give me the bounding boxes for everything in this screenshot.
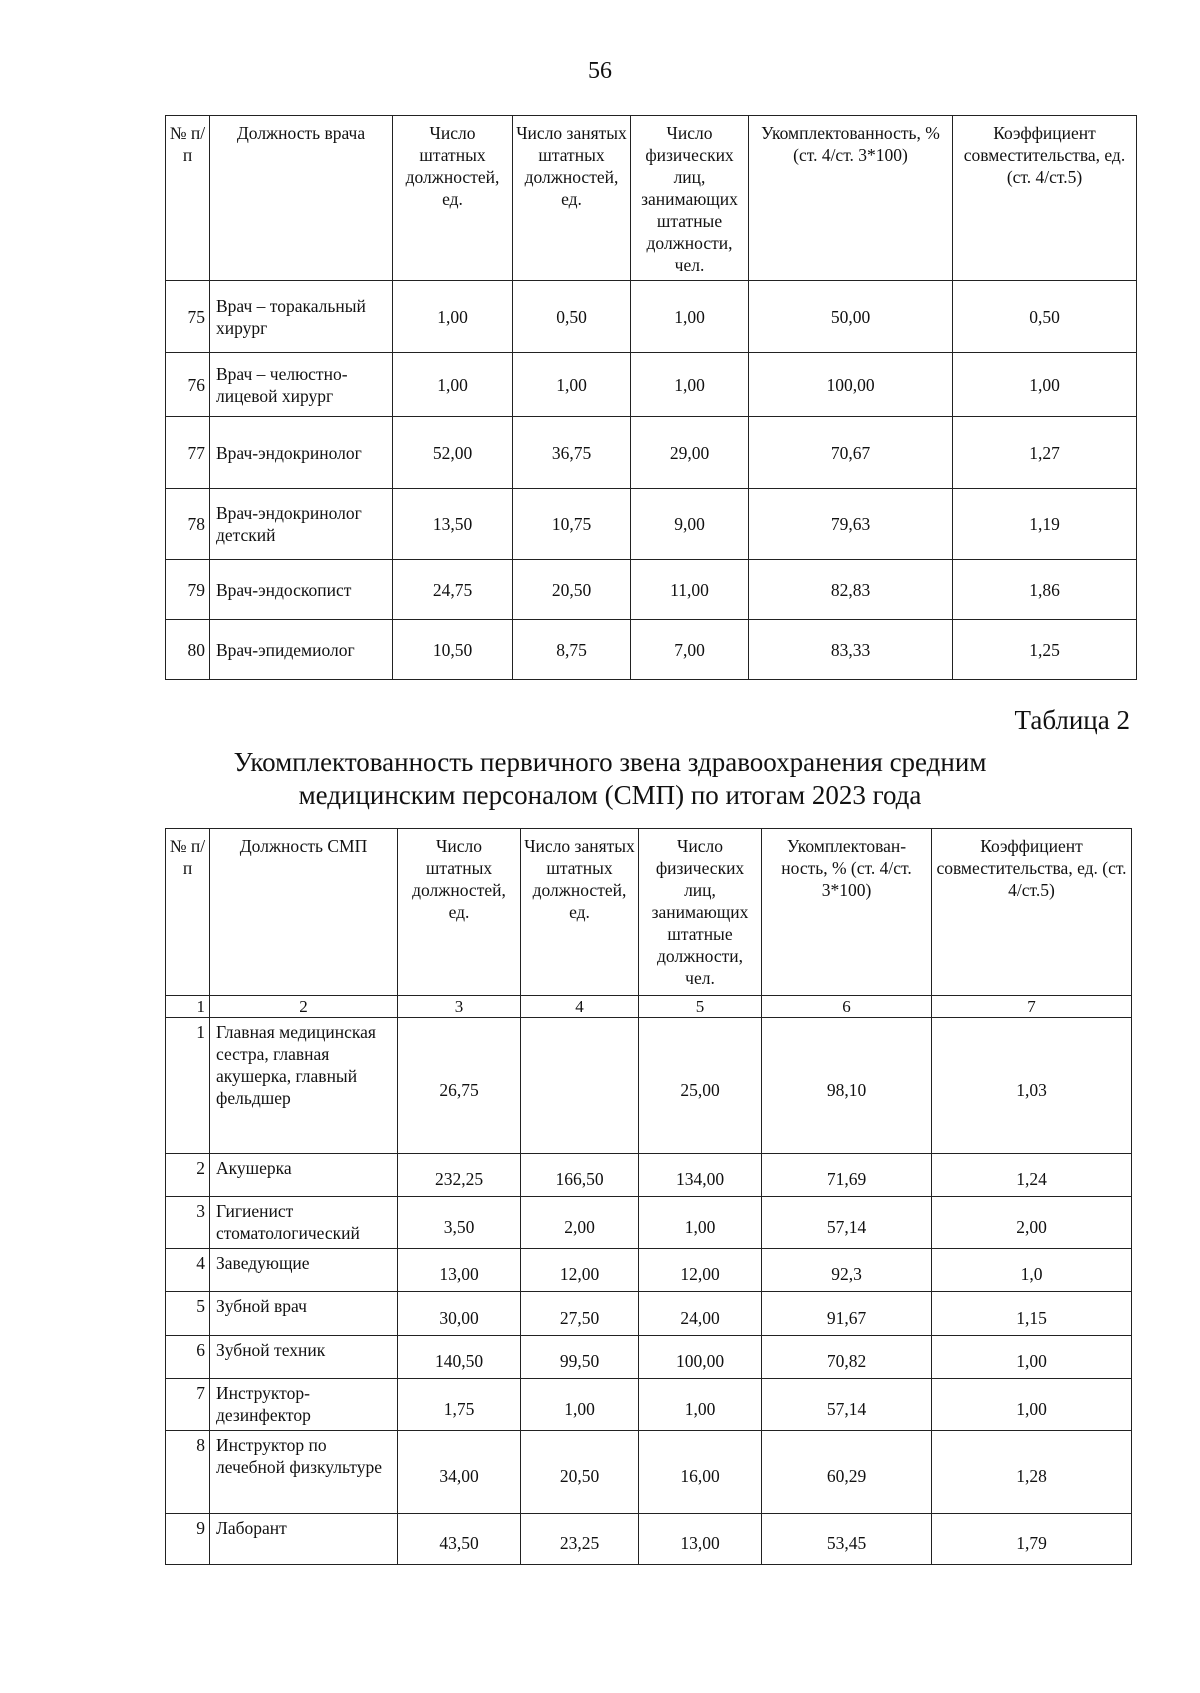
occupied-positions: 20,50 — [521, 1431, 639, 1514]
individuals: 100,00 — [639, 1336, 762, 1379]
position-name: Врач-эндокринолог — [210, 417, 393, 489]
staffing-percent: 79,63 — [749, 489, 953, 560]
table-row — [166, 489, 1137, 560]
combination-ratio: 1,19 — [953, 489, 1137, 560]
occupied-positions: 99,50 — [521, 1336, 639, 1379]
row-number: 75 — [166, 281, 210, 353]
occupied-positions — [521, 1018, 639, 1154]
position-name: Врач – торакальный хирург — [210, 281, 393, 353]
staffing-percent: 57,14 — [762, 1197, 932, 1249]
column-header: Укомплектованность, % (ст. 4/ст. 3*100) — [749, 116, 953, 281]
position-name: Врач-эпидемиолог — [210, 620, 393, 680]
combination-ratio: 1,00 — [932, 1379, 1132, 1431]
staffing-percent: 71,69 — [762, 1154, 932, 1197]
staff-positions: 24,75 — [393, 560, 513, 620]
staff-positions: 3,50 — [398, 1197, 521, 1249]
table-row — [166, 417, 1137, 489]
occupied-positions: 8,75 — [513, 620, 631, 680]
occupied-positions: 10,75 — [513, 489, 631, 560]
combination-ratio: 2,00 — [932, 1197, 1132, 1249]
position-name: Инструктор по лечебной физкультуре — [210, 1431, 398, 1514]
row-number: 1 — [166, 1018, 210, 1154]
table-title — [160, 746, 1060, 812]
staff-positions: 52,00 — [393, 417, 513, 489]
column-header: Число физических лиц, занимающих штатные должности, чел. — [639, 829, 762, 996]
table-row — [166, 1292, 1132, 1336]
column-header: Число занятых штатных должностей, ед. — [513, 116, 631, 281]
column-number: 2 — [210, 996, 398, 1018]
position-name: Врач-эндокринолог детский — [210, 489, 393, 560]
table-row — [166, 353, 1137, 417]
column-header: Должность врача — [210, 116, 393, 281]
column-number-row — [166, 996, 1132, 1018]
row-number: 76 — [166, 353, 210, 417]
staff-positions: 26,75 — [398, 1018, 521, 1154]
individuals: 11,00 — [631, 560, 749, 620]
row-number: 8 — [166, 1431, 210, 1514]
individuals: 1,00 — [631, 353, 749, 417]
individuals: 24,00 — [639, 1292, 762, 1336]
staffing-percent: 70,82 — [762, 1336, 932, 1379]
position-name: Заведующие — [210, 1249, 398, 1292]
table-row — [166, 620, 1137, 680]
combination-ratio: 1,00 — [953, 353, 1137, 417]
individuals: 7,00 — [631, 620, 749, 680]
occupied-positions: 1,00 — [513, 353, 631, 417]
occupied-positions: 27,50 — [521, 1292, 639, 1336]
staffing-percent: 70,67 — [749, 417, 953, 489]
position-name: Гигиенист стоматологический — [210, 1197, 398, 1249]
column-number: 3 — [398, 996, 521, 1018]
row-number: 6 — [166, 1336, 210, 1379]
individuals: 134,00 — [639, 1154, 762, 1197]
combination-ratio: 1,25 — [953, 620, 1137, 680]
row-number: 77 — [166, 417, 210, 489]
staffing-percent: 98,10 — [762, 1018, 932, 1154]
combination-ratio: 0,50 — [953, 281, 1137, 353]
page-number: 56 — [588, 58, 612, 84]
table-title-line: медицинским персоналом (СМП) по итогам 2023 года — [298, 780, 922, 810]
staffing-percent: 100,00 — [749, 353, 953, 417]
staff-positions: 1,75 — [398, 1379, 521, 1431]
column-header: Должность СМП — [210, 829, 398, 996]
table-row — [166, 1379, 1132, 1431]
row-number: 80 — [166, 620, 210, 680]
position-name: Инструктор-дезинфектор — [210, 1379, 398, 1431]
staffing-percent: 57,14 — [762, 1379, 932, 1431]
occupied-positions: 12,00 — [521, 1249, 639, 1292]
combination-ratio: 1,00 — [932, 1336, 1132, 1379]
staffing-percent: 50,00 — [749, 281, 953, 353]
individuals: 16,00 — [639, 1431, 762, 1514]
staff-positions: 43,50 — [398, 1514, 521, 1565]
table-label: Таблица 2 — [1014, 705, 1130, 735]
staff-positions: 34,00 — [398, 1431, 521, 1514]
staff-positions: 1,00 — [393, 353, 513, 417]
staffing-percent: 82,83 — [749, 560, 953, 620]
occupied-positions: 2,00 — [521, 1197, 639, 1249]
staffing-percent: 60,29 — [762, 1431, 932, 1514]
table-row — [166, 1431, 1132, 1514]
position-name: Лаборант — [210, 1514, 398, 1565]
row-number: 2 — [166, 1154, 210, 1197]
column-header: № п/п — [166, 829, 210, 996]
staff-positions: 13,00 — [398, 1249, 521, 1292]
column-header: Число штатных должностей, ед. — [398, 829, 521, 996]
physician-staffing-table — [165, 115, 1137, 680]
individuals: 1,00 — [631, 281, 749, 353]
row-number: 7 — [166, 1379, 210, 1431]
table-row — [166, 1249, 1132, 1292]
table-row — [166, 1197, 1132, 1249]
column-number: 5 — [639, 996, 762, 1018]
individuals: 25,00 — [639, 1018, 762, 1154]
table-row — [166, 1336, 1132, 1379]
column-number: 6 — [762, 996, 932, 1018]
column-header: № п/п — [166, 116, 210, 281]
row-number: 9 — [166, 1514, 210, 1565]
individuals: 1,00 — [639, 1197, 762, 1249]
individuals: 12,00 — [639, 1249, 762, 1292]
individuals: 9,00 — [631, 489, 749, 560]
position-name: Акушерка — [210, 1154, 398, 1197]
staffing-percent: 83,33 — [749, 620, 953, 680]
column-header: Число занятых штатных должностей, ед. — [521, 829, 639, 996]
row-number: 3 — [166, 1197, 210, 1249]
individuals: 29,00 — [631, 417, 749, 489]
table-row — [166, 281, 1137, 353]
row-number: 5 — [166, 1292, 210, 1336]
staff-positions: 232,25 — [398, 1154, 521, 1197]
row-number: 4 — [166, 1249, 210, 1292]
staffing-percent: 53,45 — [762, 1514, 932, 1565]
table-header-row — [166, 829, 1132, 996]
column-header: Укомплектован-ность, % (ст. 4/ст. 3*100) — [762, 829, 932, 996]
staff-positions: 13,50 — [393, 489, 513, 560]
staff-positions: 30,00 — [398, 1292, 521, 1336]
table-title-line: Укомплектованность первичного звена здравоохранения средним — [233, 747, 987, 777]
combination-ratio: 1,03 — [932, 1018, 1132, 1154]
individuals: 13,00 — [639, 1514, 762, 1565]
staffing-percent: 92,3 — [762, 1249, 932, 1292]
combination-ratio: 1,15 — [932, 1292, 1132, 1336]
table-header-row — [166, 116, 1137, 281]
position-name: Главная медицинская сестра, главная акушерка, главный фельдшер — [210, 1018, 398, 1154]
row-number: 79 — [166, 560, 210, 620]
column-number: 1 — [166, 996, 210, 1018]
combination-ratio: 1,86 — [953, 560, 1137, 620]
combination-ratio: 1,28 — [932, 1431, 1132, 1514]
table-row — [166, 1154, 1132, 1197]
combination-ratio: 1,24 — [932, 1154, 1132, 1197]
position-name: Зубной врач — [210, 1292, 398, 1336]
position-name: Врач – челюстно-лицевой хирург — [210, 353, 393, 417]
staff-positions: 1,00 — [393, 281, 513, 353]
column-header: Число физических лиц, занимающих штатные должности, чел. — [631, 116, 749, 281]
nursing-staffing-table — [165, 828, 1132, 1565]
staff-positions: 140,50 — [398, 1336, 521, 1379]
column-number: 7 — [932, 996, 1132, 1018]
combination-ratio: 1,27 — [953, 417, 1137, 489]
individuals: 1,00 — [639, 1379, 762, 1431]
combination-ratio: 1,0 — [932, 1249, 1132, 1292]
position-name: Врач-эндоскопист — [210, 560, 393, 620]
occupied-positions: 0,50 — [513, 281, 631, 353]
column-header: Коэффициент совместительства, ед. (ст. 4/ст.5) — [932, 829, 1132, 996]
position-name: Зубной техник — [210, 1336, 398, 1379]
staff-positions: 10,50 — [393, 620, 513, 680]
occupied-positions: 1,00 — [521, 1379, 639, 1431]
occupied-positions: 23,25 — [521, 1514, 639, 1565]
column-header: Число штатных должностей, ед. — [393, 116, 513, 281]
occupied-positions: 36,75 — [513, 417, 631, 489]
table-row — [166, 560, 1137, 620]
combination-ratio: 1,79 — [932, 1514, 1132, 1565]
occupied-positions: 20,50 — [513, 560, 631, 620]
row-number: 78 — [166, 489, 210, 560]
table-row — [166, 1018, 1132, 1154]
table-row — [166, 1514, 1132, 1565]
staffing-percent: 91,67 — [762, 1292, 932, 1336]
column-header: Коэффициент совместительства, ед. (ст. 4/ст.5) — [953, 116, 1137, 281]
occupied-positions: 166,50 — [521, 1154, 639, 1197]
column-number: 4 — [521, 996, 639, 1018]
